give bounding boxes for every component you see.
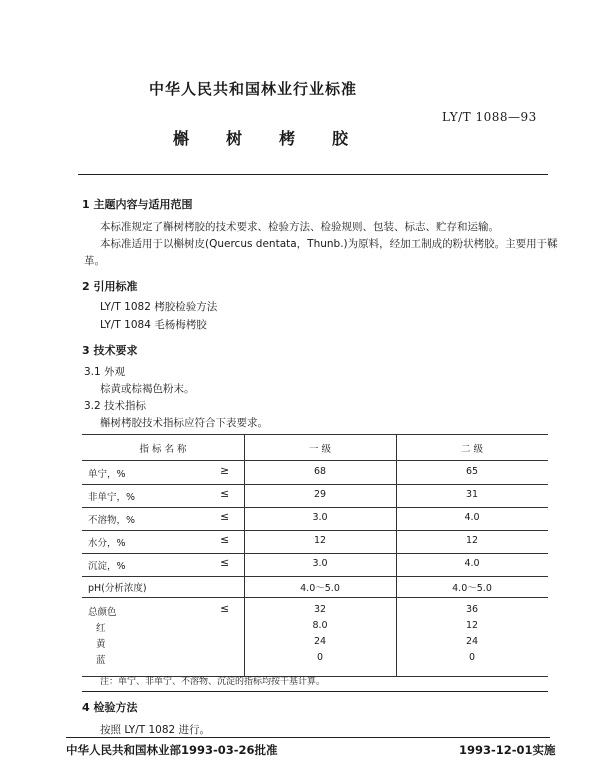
row-ph-grade-1: 4.0～5.0 bbox=[300, 583, 340, 594]
row-total-color-name: 总颜色 bbox=[88, 607, 117, 618]
section-1-heading: 1 主题内容与适用范围 bbox=[82, 198, 193, 211]
row-total-color-grade-1: 32 bbox=[313, 604, 327, 615]
standard-code: LY/T 1088—93 bbox=[442, 110, 537, 124]
row-blue-grade-1: 0 bbox=[316, 652, 324, 663]
row-red-name: 红 bbox=[96, 623, 106, 634]
section-4-heading: 4 检验方法 bbox=[82, 701, 138, 714]
reference-1: LY/T 1082 栲胶检验方法 bbox=[100, 301, 218, 313]
row-sediment-grade-1: 3.0 bbox=[312, 558, 328, 569]
row-non-tannin-op: ≤ bbox=[220, 487, 230, 500]
header-grade-2: 二 级 bbox=[460, 444, 484, 455]
row-total-color-op: ≤ bbox=[220, 602, 230, 615]
row-ph-name: pH(分析浓度) bbox=[88, 583, 147, 594]
row-sediment-op: ≤ bbox=[220, 556, 230, 569]
row-tannin-grade-2: 65 bbox=[465, 466, 479, 477]
title-char-1: 槲 bbox=[173, 129, 190, 148]
technical-index-table bbox=[82, 434, 548, 676]
row-tannin-op: ≥ bbox=[220, 464, 230, 477]
effective-date: 1993-12-01实施 bbox=[459, 743, 556, 757]
row-red-grade-1: 8.0 bbox=[312, 620, 328, 631]
row-non-tannin-grade-1: 29 bbox=[313, 489, 327, 500]
row-insoluble-op: ≤ bbox=[220, 510, 230, 523]
row-yellow-grade-2: 24 bbox=[465, 636, 479, 647]
row-tannin-name: 单宁，% bbox=[88, 469, 126, 480]
row-tannin-grade-1: 68 bbox=[313, 466, 327, 477]
row-non-tannin-grade-2: 31 bbox=[465, 489, 479, 500]
header-indicator-name: 指 标 名 称 bbox=[139, 444, 187, 455]
row-sediment-name: 沉淀，% bbox=[88, 561, 126, 572]
header-divider bbox=[78, 174, 548, 175]
row-insoluble-grade-1: 3.0 bbox=[312, 512, 328, 523]
row-blue-grade-2: 0 bbox=[468, 652, 476, 663]
row-moisture-grade-2: 12 bbox=[465, 535, 479, 546]
section-2-heading: 2 引用标准 bbox=[82, 280, 138, 293]
title-char-3: 栲 bbox=[279, 129, 296, 148]
row-insoluble-grade-2: 4.0 bbox=[464, 512, 480, 523]
row-moisture-name: 水分，% bbox=[88, 538, 126, 549]
section-1-para-2-line-1: 本标准适用于以槲树皮(Quercus dentata，Thunb.)为原料，经加工制成的粉状栲胶。主要用于鞣 bbox=[100, 238, 558, 250]
reference-2: LY/T 1084 毛杨梅栲胶 bbox=[100, 319, 207, 331]
row-ph-grade-2: 4.0～5.0 bbox=[452, 583, 492, 594]
section-3-2-text: 槲树栲胶技术指标应符合下表要求。 bbox=[100, 417, 268, 429]
section-3-1-heading: 3.1 外观 bbox=[84, 366, 126, 378]
section-4-text: 按照 LY/T 1082 进行。 bbox=[100, 724, 211, 736]
section-3-2-heading: 3.2 技术指标 bbox=[84, 400, 147, 412]
table-note: 注：单宁、非单宁、不溶物、沉淀的指标均按干基计算。 bbox=[100, 677, 326, 687]
row-moisture-grade-1: 12 bbox=[313, 535, 327, 546]
row-red-grade-2: 12 bbox=[465, 620, 479, 631]
table-note-divider bbox=[82, 691, 548, 692]
row-non-tannin-name: 非单宁，% bbox=[88, 492, 136, 503]
row-sediment-grade-2: 4.0 bbox=[464, 558, 480, 569]
section-3-1-text: 棕黄或棕褐色粉末。 bbox=[100, 383, 195, 395]
header-grade-1: 一 级 bbox=[308, 444, 332, 455]
row-yellow-grade-1: 24 bbox=[313, 636, 327, 647]
row-yellow-name: 黄 bbox=[96, 639, 106, 650]
issuing-organization: 中华人民共和国林业行业标准 bbox=[149, 80, 358, 98]
section-1-para-2-line-2: 革。 bbox=[84, 255, 105, 267]
row-insoluble-name: 不溶物，% bbox=[88, 515, 136, 526]
row-total-color-grade-2: 36 bbox=[465, 604, 479, 615]
row-blue-name: 蓝 bbox=[96, 655, 106, 666]
approval-statement: 中华人民共和国林业部1993-03-26批准 bbox=[66, 743, 278, 757]
section-3-heading: 3 技术要求 bbox=[82, 344, 138, 357]
footer-divider bbox=[66, 737, 550, 738]
section-1-para-1: 本标准规定了槲树栲胶的技术要求、检验方法、检验规则、包装、标志、贮存和运输。 bbox=[100, 221, 499, 233]
title-char-4: 胶 bbox=[332, 129, 349, 148]
title-char-2: 树 bbox=[226, 129, 243, 148]
row-moisture-op: ≤ bbox=[220, 533, 230, 546]
